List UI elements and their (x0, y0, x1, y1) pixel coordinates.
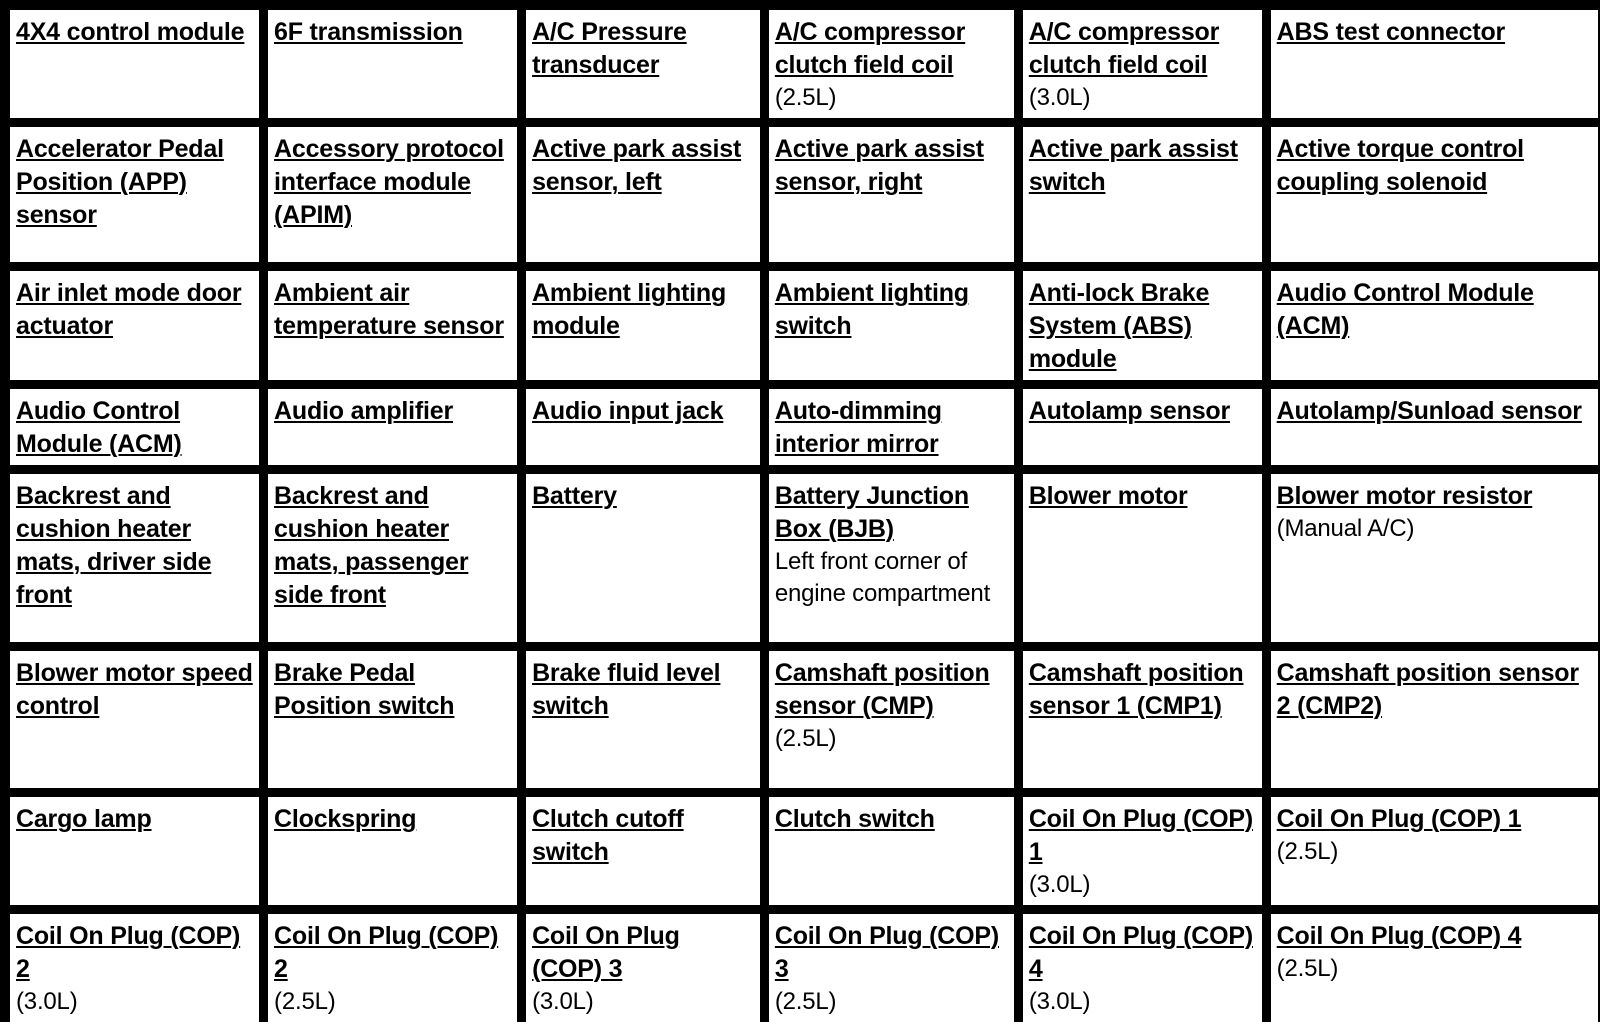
component-note: (2.5L) (274, 988, 336, 1015)
component-table-body (8, 8, 1600, 1022)
component-link[interactable]: A/C compressor clutch field coil (1028, 18, 1220, 79)
component-cell (8, 472, 261, 644)
component-link[interactable]: A/C Pressure transducer (532, 18, 687, 79)
component-link[interactable]: Coil On Plug (COP) 3 (774, 922, 1000, 983)
component-link[interactable]: Battery (532, 482, 617, 510)
component-link[interactable]: Coil On Plug (COP) 2 (274, 922, 499, 983)
component-cell (1021, 125, 1264, 264)
component-link[interactable]: Audio amplifier (274, 397, 453, 425)
component-link[interactable]: 4X4 control module (16, 18, 245, 46)
component-cell (1021, 8, 1264, 120)
component-link[interactable]: Coil On Plug (COP) 1 (1276, 805, 1522, 833)
component-cell (8, 269, 261, 382)
component-link[interactable]: Active torque control coupling solenoid (1276, 135, 1524, 196)
component-cell (524, 125, 762, 264)
component-link[interactable]: Battery Junction Box (BJB) (774, 482, 969, 543)
component-link[interactable]: Active park assist sensor, right (774, 135, 984, 196)
component-note: (3.0L) (1028, 988, 1091, 1015)
component-link[interactable]: Air inlet mode door actuator (16, 279, 242, 340)
component-cell (1269, 649, 1600, 790)
component-cell (524, 649, 762, 790)
component-link[interactable]: Audio input jack (532, 397, 724, 425)
component-note: (2.5L) (774, 988, 837, 1015)
component-cell (8, 795, 261, 907)
component-link[interactable]: Coil On Plug (COP) 1 (1028, 805, 1253, 866)
component-cell (767, 795, 1016, 907)
component-link[interactable]: Clutch cutoff switch (532, 805, 684, 866)
component-link[interactable]: Coil On Plug (COP) 2 (16, 922, 241, 983)
component-link[interactable]: Ambient lighting module (532, 279, 727, 340)
component-cell (1269, 472, 1600, 644)
component-link[interactable]: Blower motor resistor (1276, 482, 1533, 510)
component-cell (8, 125, 261, 264)
component-link[interactable]: Anti-lock Brake System (ABS) module (1028, 279, 1210, 373)
component-link[interactable]: Brake fluid level switch (532, 659, 721, 720)
table-row (8, 912, 1600, 1022)
component-cell (767, 269, 1016, 382)
component-link[interactable]: Accelerator Pedal Position (APP) sensor (16, 135, 224, 229)
component-note: (3.0L) (1028, 84, 1091, 111)
component-cell (8, 387, 261, 467)
component-link[interactable]: Clockspring (274, 805, 417, 833)
table-row (8, 8, 1600, 120)
component-cell (767, 8, 1016, 120)
component-note: (2.5L) (774, 84, 837, 111)
component-link[interactable]: ABS test connector (1276, 18, 1506, 46)
component-link[interactable]: Blower motor (1028, 482, 1188, 510)
component-note: (2.5L) (1276, 955, 1339, 982)
component-link[interactable]: Clutch switch (774, 805, 935, 833)
component-cell (767, 387, 1016, 467)
component-cell (1021, 649, 1264, 790)
table-row (8, 649, 1600, 790)
component-cell (1269, 387, 1600, 467)
component-cell (767, 125, 1016, 264)
component-link[interactable]: Autolamp/Sunload sensor (1276, 397, 1582, 425)
component-cell (1021, 387, 1264, 467)
component-note: (Manual A/C) (1276, 515, 1415, 542)
component-cell (524, 912, 762, 1022)
component-cell (266, 795, 519, 907)
component-note: (3.0L) (532, 988, 594, 1015)
component-cell (266, 649, 519, 790)
component-link[interactable]: Active park assist sensor, left (532, 135, 742, 196)
component-link[interactable]: Ambient air temperature sensor (274, 279, 504, 340)
component-cell (8, 8, 261, 120)
component-link[interactable]: Backrest and cushion heater mats, driver side front (16, 482, 212, 609)
component-cell (8, 912, 261, 1022)
component-cell (1269, 125, 1600, 264)
component-cell (1269, 795, 1600, 907)
component-location-table (3, 3, 1600, 1022)
component-note: (2.5L) (774, 725, 837, 752)
table-row (8, 795, 1600, 907)
component-link[interactable]: Coil On Plug (COP) 3 (532, 922, 680, 983)
component-cell (266, 8, 519, 120)
component-cell (1021, 912, 1264, 1022)
table-row (8, 472, 1600, 644)
table-row (8, 125, 1600, 264)
component-cell (1269, 912, 1600, 1022)
component-note: Left front corner of engine compartment (774, 548, 991, 607)
component-link[interactable]: Camshaft position sensor 2 (CMP2) (1276, 659, 1579, 720)
component-link[interactable]: Audio Control Module (ACM) (1276, 279, 1534, 340)
component-cell (524, 387, 762, 467)
component-link[interactable]: Coil On Plug (COP) 4 (1028, 922, 1253, 983)
component-link[interactable]: Camshaft position sensor 1 (CMP1) (1028, 659, 1244, 720)
component-note: (3.0L) (16, 988, 78, 1015)
component-cell (524, 269, 762, 382)
table-row (8, 387, 1600, 467)
component-cell (266, 387, 519, 467)
component-cell (266, 472, 519, 644)
component-cell (1269, 269, 1600, 382)
component-link[interactable]: 6F transmission (274, 18, 463, 46)
component-cell (767, 649, 1016, 790)
component-link[interactable]: Cargo lamp (16, 805, 152, 833)
component-link[interactable]: Camshaft position sensor (CMP) (774, 659, 990, 720)
component-cell (524, 8, 762, 120)
component-cell (266, 912, 519, 1022)
component-link[interactable]: Brake Pedal Position switch (274, 659, 455, 720)
component-link[interactable]: Coil On Plug (COP) 4 (1276, 922, 1522, 950)
component-cell (266, 125, 519, 264)
component-cell (1269, 8, 1600, 120)
component-cell (8, 649, 261, 790)
component-link[interactable]: Backrest and cushion heater mats, passenger side front (274, 482, 469, 609)
component-link[interactable]: Autolamp sensor (1028, 397, 1231, 425)
component-cell (1021, 269, 1264, 382)
component-note: (3.0L) (1028, 871, 1091, 898)
component-link[interactable]: Blower motor speed control (16, 659, 253, 720)
component-cell (1021, 472, 1264, 644)
component-link[interactable]: Active park assist switch (1028, 135, 1238, 196)
component-note: (2.5L) (1276, 838, 1339, 865)
table-row (8, 269, 1600, 382)
component-cell (767, 472, 1016, 644)
component-link[interactable]: Audio Control Module (ACM) (16, 397, 182, 458)
component-cell (1021, 795, 1264, 907)
component-cell (266, 269, 519, 382)
component-cell (524, 472, 762, 644)
component-cell (524, 795, 762, 907)
component-link[interactable]: Accessory protocol interface module (APIM) (274, 135, 504, 229)
component-link[interactable]: Auto-dimming interior mirror (774, 397, 942, 458)
component-link[interactable]: Ambient lighting switch (774, 279, 969, 340)
component-link[interactable]: A/C compressor clutch field coil (774, 18, 966, 79)
component-cell (767, 912, 1016, 1022)
